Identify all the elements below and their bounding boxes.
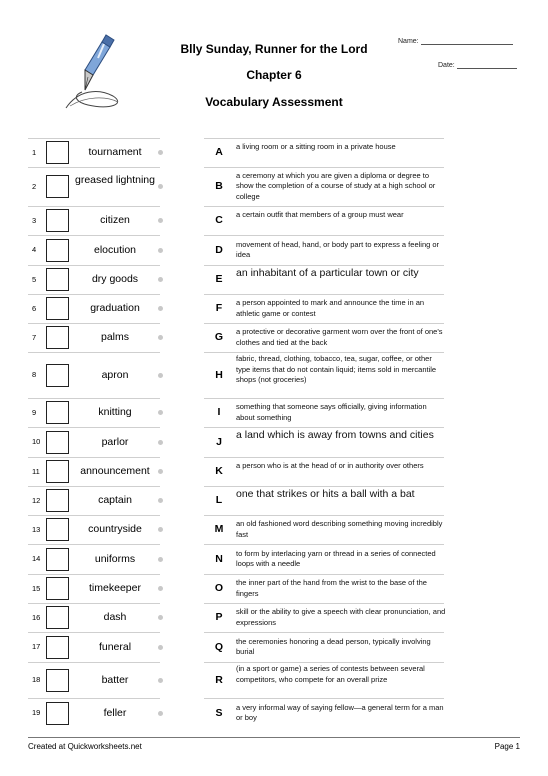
match-dot xyxy=(158,150,163,155)
vocab-row xyxy=(0,167,548,206)
vocab-word: batter xyxy=(101,673,129,686)
definition-letter: M xyxy=(214,523,224,535)
vocab-row xyxy=(0,427,548,457)
match-dot xyxy=(158,277,163,282)
footer-divider xyxy=(28,737,520,738)
definition-letter: L xyxy=(215,494,223,506)
match-dot xyxy=(158,645,163,650)
date-label: Date: xyxy=(438,62,455,69)
definition-text: something that someone says officially, giving information about something xyxy=(236,402,427,422)
match-dot xyxy=(158,440,163,445)
answer-box[interactable] xyxy=(46,669,69,692)
definition-letter: E xyxy=(215,273,223,285)
match-dot xyxy=(158,218,163,223)
item-number: 12 xyxy=(32,495,41,505)
row-divider xyxy=(28,138,160,139)
definition-text: one that strikes or hits a ball with a bat xyxy=(236,487,415,500)
answer-box[interactable] xyxy=(46,548,69,571)
definition-letter: A xyxy=(215,146,223,158)
row-divider xyxy=(28,235,160,236)
definition-text: an old fashioned word describing something moving incredibly fast xyxy=(236,519,443,539)
name-field[interactable] xyxy=(398,38,513,45)
definition-text: the ceremonies honoring a dead person, typically involving burial xyxy=(236,636,431,656)
vocab-row xyxy=(0,457,548,486)
item-number: 17 xyxy=(32,642,41,651)
row-divider xyxy=(28,427,160,428)
item-number: 2 xyxy=(32,181,37,191)
definition-letter: P xyxy=(215,611,223,623)
definition-text: a person appointed to mark and announce the time in an athletic game or contest xyxy=(236,298,425,318)
row-divider xyxy=(28,294,160,295)
vocab-row xyxy=(0,662,548,698)
answer-box[interactable] xyxy=(46,268,69,291)
match-dot xyxy=(158,615,163,620)
definition-text: a ceremony at which you are given a diploma or degree to show the completion of a course of study at a high school or college xyxy=(236,170,436,201)
answer-box[interactable] xyxy=(46,209,69,232)
row-divider xyxy=(204,235,444,236)
definition-letter: O xyxy=(214,582,224,594)
vocab-word: palms xyxy=(100,331,129,343)
item-number: 8 xyxy=(32,370,37,379)
row-divider xyxy=(28,457,160,458)
vocab-word: dry goods xyxy=(91,273,139,285)
date-field[interactable] xyxy=(438,62,517,69)
answer-box[interactable] xyxy=(46,175,69,198)
row-divider xyxy=(204,698,444,699)
definition-letter: D xyxy=(215,243,223,256)
row-divider xyxy=(28,515,160,516)
chapter-title: Chapter 6 xyxy=(246,68,302,82)
item-number: 9 xyxy=(32,407,37,417)
match-dot xyxy=(158,586,163,591)
definition-text: a land which is away from towns and cities xyxy=(236,429,434,441)
name-label: Name: xyxy=(398,38,419,45)
definition-text: skill or the ability to give a speech with clear pronunciation, and expressions xyxy=(236,607,446,627)
row-divider xyxy=(204,662,444,663)
definition-letter: H xyxy=(215,368,223,381)
vocab-row xyxy=(0,515,548,544)
row-divider xyxy=(204,632,444,633)
match-dot xyxy=(158,711,163,716)
fountain-pen-icon xyxy=(58,30,128,112)
definition-text: to form by interlacing yarn or thread in a series of connected loops with a needle xyxy=(236,548,436,568)
definition-text: (in a sport or game) a series of contests between several competitors, who compete for an overall prize xyxy=(236,664,425,684)
item-number: 16 xyxy=(32,612,41,622)
vocab-row xyxy=(0,206,548,235)
vocab-word: funeral xyxy=(98,640,132,653)
vocab-row xyxy=(0,323,548,352)
vocab-row xyxy=(0,698,548,728)
definition-text: the inner part of the hand from the wrist to the base of the fingers xyxy=(236,578,427,598)
vocab-row xyxy=(0,235,548,265)
match-dot xyxy=(158,498,163,503)
row-divider xyxy=(28,603,160,604)
definition-text: a living room or a sitting room in a private house xyxy=(236,142,396,151)
answer-box[interactable] xyxy=(46,141,69,164)
vocab-word: uniforms xyxy=(94,552,136,565)
answer-box[interactable] xyxy=(46,239,69,262)
row-divider xyxy=(204,294,444,295)
match-dot xyxy=(158,335,163,340)
item-number: 11 xyxy=(32,466,40,476)
definition-letter: N xyxy=(215,552,223,565)
match-dot xyxy=(158,557,163,562)
definition-letter: R xyxy=(215,673,223,686)
footer-credit: Created at Quickworksheets.net xyxy=(28,742,142,751)
item-number: 5 xyxy=(32,274,37,284)
match-dot xyxy=(158,306,163,311)
row-divider xyxy=(204,398,444,399)
row-divider xyxy=(204,206,444,207)
item-number: 19 xyxy=(32,708,41,717)
definition-letter: F xyxy=(215,302,223,314)
vocab-word: timekeeper xyxy=(89,582,141,594)
row-divider xyxy=(204,323,444,324)
answer-box[interactable] xyxy=(46,577,69,600)
definition-letter: I xyxy=(217,406,221,418)
vocab-row xyxy=(0,544,548,574)
item-number: 3 xyxy=(32,215,37,225)
vocab-word: apron xyxy=(101,368,129,381)
vocab-word: feller xyxy=(103,706,127,719)
row-divider xyxy=(28,323,160,324)
match-dot xyxy=(158,678,163,683)
worksheet-subtitle: Vocabulary Assessment xyxy=(205,95,343,109)
vocab-row xyxy=(0,138,548,167)
item-number: 13 xyxy=(32,524,41,534)
answer-box[interactable] xyxy=(46,636,69,659)
row-divider xyxy=(204,138,444,139)
definition-letter: G xyxy=(214,331,224,343)
answer-box[interactable] xyxy=(46,606,69,629)
row-divider xyxy=(204,167,444,168)
definition-text: an inhabitant of a particular town or city xyxy=(236,266,419,279)
row-divider xyxy=(204,515,444,516)
row-divider xyxy=(28,167,160,168)
row-divider xyxy=(28,662,160,663)
match-dot xyxy=(158,184,163,189)
match-dot xyxy=(158,373,163,378)
match-dot xyxy=(158,469,163,474)
worksheet-header xyxy=(0,0,548,130)
vocab-word: countryside xyxy=(88,523,142,535)
answer-box[interactable] xyxy=(46,702,69,725)
definition-letter: B xyxy=(215,180,223,192)
vocab-word: graduation xyxy=(90,302,140,314)
definition-letter: S xyxy=(215,706,223,719)
row-divider xyxy=(204,603,444,604)
row-divider xyxy=(204,457,444,458)
answer-box[interactable] xyxy=(46,297,69,320)
row-divider xyxy=(28,544,160,545)
match-dot xyxy=(158,410,163,415)
vocab-word: dash xyxy=(103,611,127,623)
vocab-row xyxy=(0,603,548,632)
worksheet-title: Blly Sunday, Runner for the Lord xyxy=(180,42,368,56)
item-number: 4 xyxy=(32,245,37,254)
item-number: 7 xyxy=(32,332,37,342)
page-number: Page 1 xyxy=(494,742,520,751)
item-number: 18 xyxy=(32,675,41,684)
date-blank[interactable] xyxy=(457,68,517,69)
row-divider xyxy=(204,544,444,545)
item-number: 1 xyxy=(32,147,37,157)
vocab-row xyxy=(0,265,548,294)
vocab-word: citizen xyxy=(100,214,130,226)
vocab-row xyxy=(0,398,548,427)
vocab-word: parlor xyxy=(101,435,129,448)
row-divider xyxy=(204,352,444,353)
vocab-row xyxy=(0,486,548,515)
vocab-word: greased lightning xyxy=(75,173,155,186)
vocab-word: announcement xyxy=(80,465,150,477)
definition-text: movement of head, hand, or body part to express a feeling or idea xyxy=(236,239,440,259)
answer-box[interactable] xyxy=(46,364,69,387)
row-divider xyxy=(28,632,160,633)
answer-box[interactable] xyxy=(46,489,69,512)
vocab-word: elocution xyxy=(93,243,137,256)
row-divider xyxy=(28,265,160,266)
row-divider xyxy=(28,352,160,353)
name-blank[interactable] xyxy=(421,44,513,45)
row-divider xyxy=(204,427,444,428)
definition-text: a protective or decorative garment worn over the front of one's clothes and tied at the back xyxy=(236,327,443,347)
vocab-word: knitting xyxy=(98,406,132,418)
vocab-row xyxy=(0,352,548,398)
vocab-row xyxy=(0,632,548,662)
row-divider xyxy=(28,486,160,487)
answer-box[interactable] xyxy=(46,431,69,454)
definition-text: fabric, thread, clothing, tobacco, tea, sugar, coffee, or other type items that do not contain liquid; items sold in mercantile shops (not groceries) xyxy=(236,354,437,384)
vocab-word: tournament xyxy=(88,146,142,158)
row-divider xyxy=(28,206,160,207)
answer-box[interactable] xyxy=(46,401,69,424)
item-number: 10 xyxy=(32,437,41,446)
definition-text: a very informal way of saying fellow—a general term for a man or boy xyxy=(236,702,444,722)
match-dot xyxy=(158,248,163,253)
definition-letter: Q xyxy=(214,640,224,653)
row-divider xyxy=(204,574,444,575)
answer-box[interactable] xyxy=(46,326,69,349)
row-divider xyxy=(28,574,160,575)
row-divider xyxy=(28,698,160,699)
answer-box[interactable] xyxy=(46,518,69,541)
definition-letter: C xyxy=(215,214,223,226)
answer-box[interactable] xyxy=(46,460,69,483)
item-number: 15 xyxy=(32,583,41,593)
definition-text: a person who is at the head of or in authority over others xyxy=(236,461,424,470)
row-divider xyxy=(28,398,160,399)
match-dot xyxy=(158,527,163,532)
vocab-word: captain xyxy=(98,494,132,506)
definition-letter: K xyxy=(215,465,223,477)
item-number: 6 xyxy=(32,303,37,313)
vocab-row xyxy=(0,294,548,323)
definition-letter: J xyxy=(216,435,222,448)
vocab-row xyxy=(0,574,548,603)
definition-text: a certain outfit that members of a group must wear xyxy=(236,210,404,219)
item-number: 14 xyxy=(32,554,41,563)
